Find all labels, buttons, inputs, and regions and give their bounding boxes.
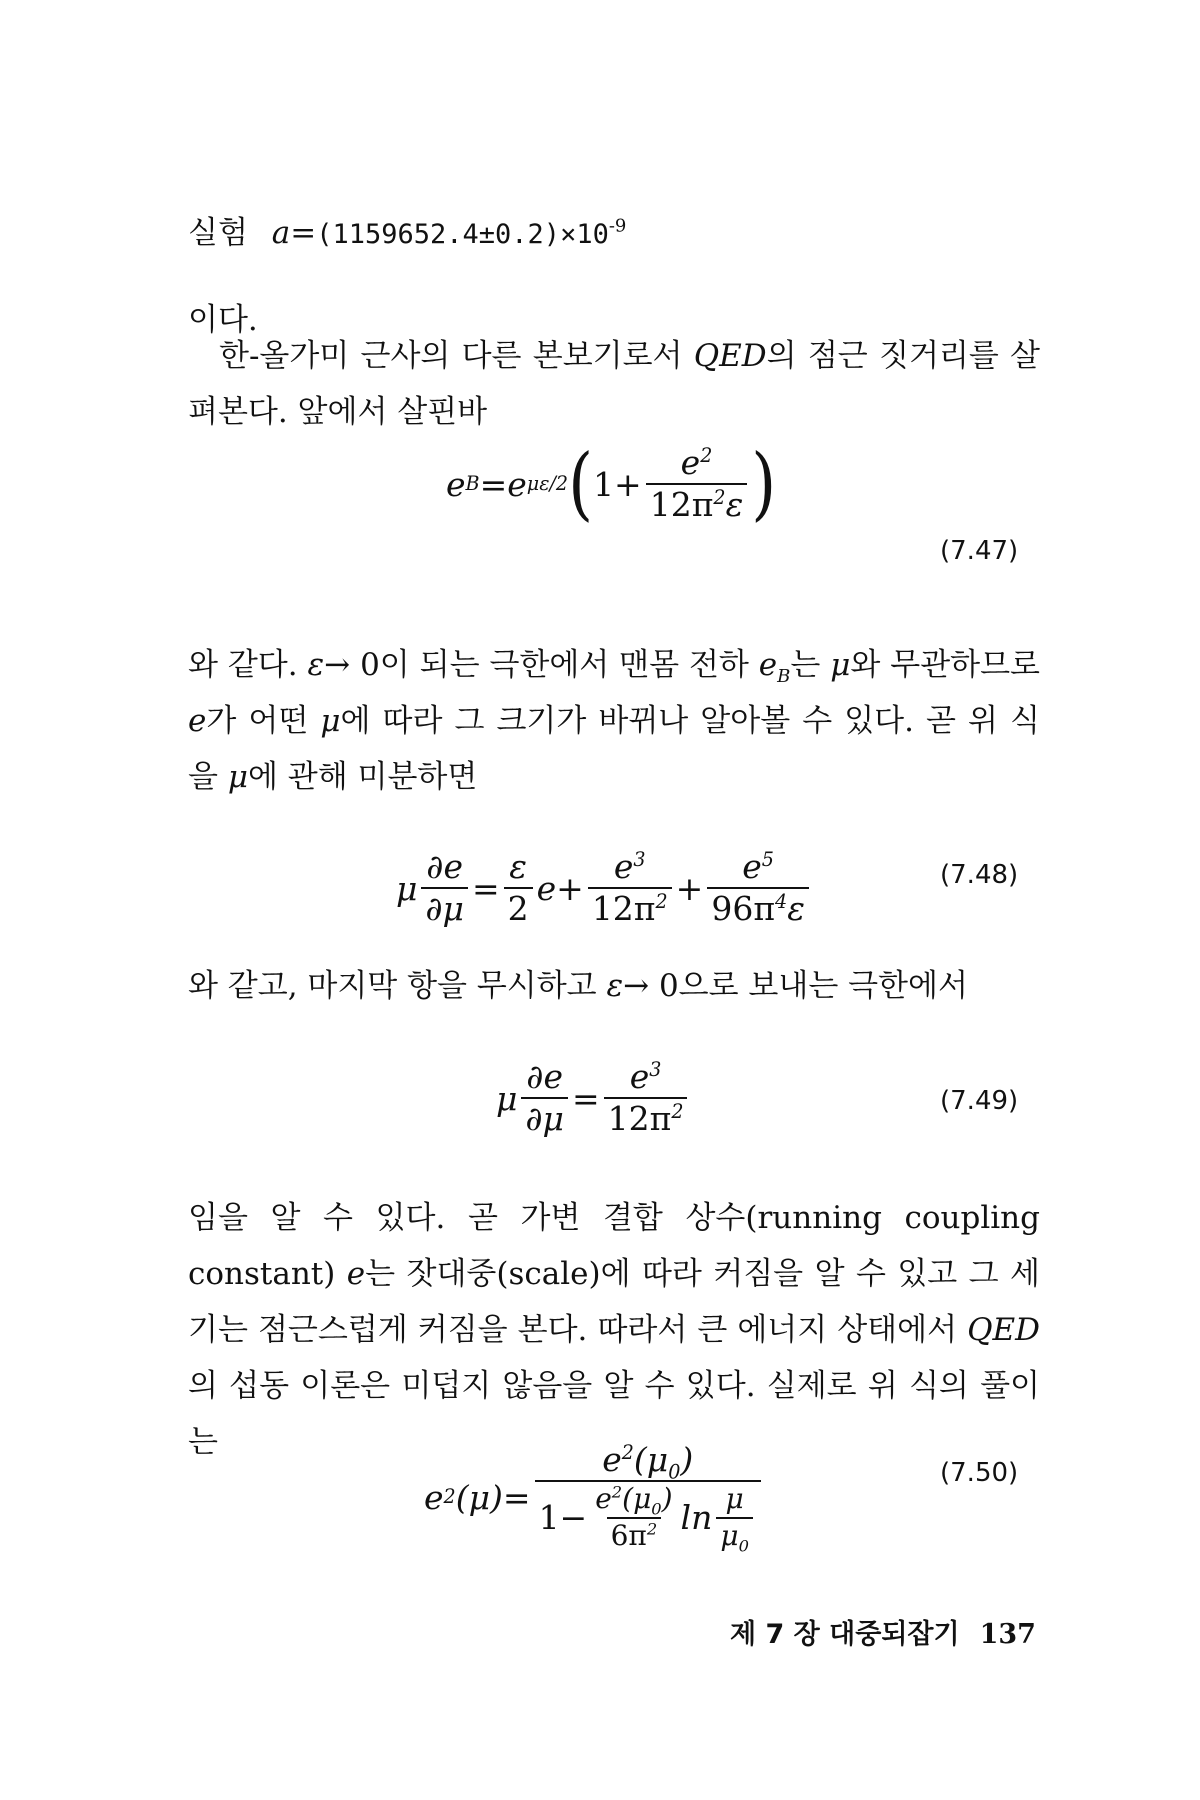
eq-ln-fraction xyxy=(716,1482,753,1556)
frac-num: e xyxy=(629,1056,650,1096)
page-number: 137 xyxy=(979,1619,1036,1650)
ln-den: μ xyxy=(720,1519,739,1553)
deriv-den: ∂μ xyxy=(521,1097,568,1137)
p4-epsilon: ε xyxy=(606,968,624,1004)
f3-den-a: 96π xyxy=(711,889,776,928)
frac-den-sup: 2 xyxy=(671,1100,684,1123)
equation-7-47: e B = e μ ε/2 ( 1+ $\frac{e^2}{12\pi^2\varepsilon}$ ) xyxy=(446,437,777,531)
eq-equals: = xyxy=(502,1477,531,1517)
deriv-num: ∂e xyxy=(426,846,463,886)
inner-num-close: ) xyxy=(661,1482,673,1516)
eq-left-paren: ( xyxy=(568,437,594,531)
experiment-exponent: -9 xyxy=(608,215,627,237)
equation-number-7-50: (7.50) xyxy=(940,1458,1019,1488)
frac-den: 12π xyxy=(607,1099,672,1138)
eq-lhs: e xyxy=(446,464,466,504)
experiment-value-line xyxy=(188,205,1040,263)
frac-den-b: ε xyxy=(725,485,744,524)
p3-mu-3: μ xyxy=(227,759,248,795)
paragraph-5 xyxy=(188,1190,1040,1470)
eq-mu: μ xyxy=(396,868,418,908)
eq-e-plus: e+ xyxy=(536,868,584,908)
page-footer xyxy=(730,1612,1036,1651)
equation-7-49 xyxy=(496,1050,691,1146)
p5-c: 의 섭동 이론은 미덥지 않음을 알 수 있다. 실제로 위 식의 풀이는 xyxy=(188,1368,1040,1460)
p3-e: e xyxy=(188,703,207,739)
inner-den: 6π xyxy=(610,1519,647,1553)
p3-eB: e xyxy=(758,647,778,683)
f1-num: ε xyxy=(509,846,527,886)
equals-sign: = xyxy=(290,215,317,251)
ln-den-sub: 0 xyxy=(738,1536,749,1556)
den-one-minus: 1− xyxy=(538,1497,588,1537)
p3-d: 와 무관하므로 xyxy=(850,647,1040,683)
equation-number-7-48: (7.48) xyxy=(940,860,1019,890)
frac-num-sup: 3 xyxy=(649,1057,662,1081)
f3-num: e xyxy=(742,846,762,886)
eq-derivative xyxy=(421,846,468,928)
main-num-sup: 2 xyxy=(621,1441,634,1465)
paragraph-2-text-a: 한-올가미 근사의 다른 본보기로서 xyxy=(219,338,694,374)
paragraph-2 xyxy=(188,328,1040,440)
p3-b: → 0이 되는 극한에서 맨몸 전하 xyxy=(324,647,759,683)
eq-lhs-arg: (μ) xyxy=(455,1477,503,1517)
equation-7-48 xyxy=(396,840,813,936)
frac-num: e xyxy=(680,442,701,482)
qed-term: QED xyxy=(693,338,767,374)
frac-num-sup: 2 xyxy=(700,443,713,467)
f2-den: 12π xyxy=(591,889,656,928)
inner-num-sup: 2 xyxy=(611,1483,623,1503)
p3-f: 가 어떤 xyxy=(206,703,321,739)
paragraph-1: 이다. xyxy=(188,302,258,338)
frac-den-sup: 2 xyxy=(713,486,726,509)
eq-one-plus: 1+ xyxy=(593,464,642,504)
frac-den-a: 12π xyxy=(649,485,714,524)
f2-den-sup: 2 xyxy=(655,890,668,913)
eq-inner-fraction xyxy=(591,1484,676,1552)
eq-fraction-3 xyxy=(707,846,809,928)
eq-fraction-1 xyxy=(504,846,533,928)
eq-lhs: e xyxy=(424,1477,444,1517)
p3-c: 는 xyxy=(790,647,831,683)
eq-mu: μ xyxy=(496,1078,518,1118)
main-num-close: ) xyxy=(680,1440,694,1480)
eq-equals: = xyxy=(471,868,500,908)
paragraph-2-text-b: 의 점근 짓거리를 살펴본다. 앞에서 살핀바 xyxy=(188,338,1040,430)
eq-derivative xyxy=(521,1056,568,1138)
eq-plus: + xyxy=(675,868,704,908)
p3-g: 에 따라 그 크기가 바뀌나 알아볼 수 있다. 곧 위 식을 xyxy=(188,703,1041,795)
p5-b: 는 잣대중(scale)에 따라 커짐을 알 수 있고 그 세기는 점근스럽게 커짐을 본다. 따라서 큰 에너지 상태에서 xyxy=(188,1256,1040,1348)
main-num: e xyxy=(602,1440,622,1480)
ln-num: μ xyxy=(725,1482,744,1516)
eq-fraction xyxy=(646,442,748,524)
eq-right-paren: ) xyxy=(751,437,777,531)
p5-a: 임을 알 수 있다. 곧 가변 결합 상수(running coupling constant) xyxy=(188,1200,1040,1292)
chapter-title: 제 7 장 대중되잡기 xyxy=(730,1619,960,1650)
main-num-sub: 0 xyxy=(668,1460,681,1484)
inner-num: e xyxy=(595,1482,612,1516)
experiment-value: (1159652.4±0.2)×10 xyxy=(316,219,609,250)
f3-den-b: ε xyxy=(787,889,805,928)
qed-term-2: QED xyxy=(967,1312,1040,1348)
experiment-label: 실험 xyxy=(188,215,248,251)
eq-fraction-2 xyxy=(588,846,672,928)
f2-num: e xyxy=(613,846,634,886)
ln-operator: ln xyxy=(680,1497,713,1537)
eq-main-fraction xyxy=(535,1440,761,1556)
f2-num-sup: 3 xyxy=(633,847,646,871)
eq-equals: = xyxy=(571,1078,600,1118)
eq-fraction xyxy=(604,1056,688,1138)
p3-eB-sub: B xyxy=(777,666,791,688)
inner-num-arg: (μ xyxy=(622,1482,652,1516)
p3-mu-2: μ xyxy=(320,703,341,739)
p4-b: → 0으로 보내는 극한에서 xyxy=(623,968,968,1004)
equation-number-7-47: (7.47) xyxy=(940,536,1019,566)
f1-den: 2 xyxy=(504,887,533,927)
p3-epsilon: ε xyxy=(307,647,325,683)
eq-base: e xyxy=(507,464,527,504)
main-num-arg: (μ xyxy=(633,1440,669,1480)
p5-e: e xyxy=(346,1256,366,1292)
p3-h: 에 관해 미분하면 xyxy=(247,759,478,795)
experiment-variable: a xyxy=(271,215,291,251)
f3-num-sup: 5 xyxy=(761,847,774,871)
inner-den-sup: 2 xyxy=(646,1519,658,1539)
p4-a: 와 같고, 마지막 항을 무시하고 xyxy=(188,968,607,1004)
eq-equals: = xyxy=(479,464,508,504)
p3-a: 와 같다. xyxy=(188,647,308,683)
paragraph-3 xyxy=(188,637,1040,805)
paragraph-4 xyxy=(188,958,1040,1014)
inner-num-sub: 0 xyxy=(651,1499,662,1519)
f3-den-sup: 4 xyxy=(775,890,788,913)
equation-7-50: e 2 (μ) = $e^2(\mu_0)$ 1− $\frac{e^2(\mu_0)}{6\pi^2}$ ln $\frac{\mu}{\mu_0}$ xyxy=(424,1432,765,1562)
deriv-num: ∂e xyxy=(526,1056,563,1096)
deriv-den: ∂μ xyxy=(421,887,468,927)
p3-mu-1: μ xyxy=(830,647,851,683)
equation-number-7-49: (7.49) xyxy=(940,1086,1019,1116)
